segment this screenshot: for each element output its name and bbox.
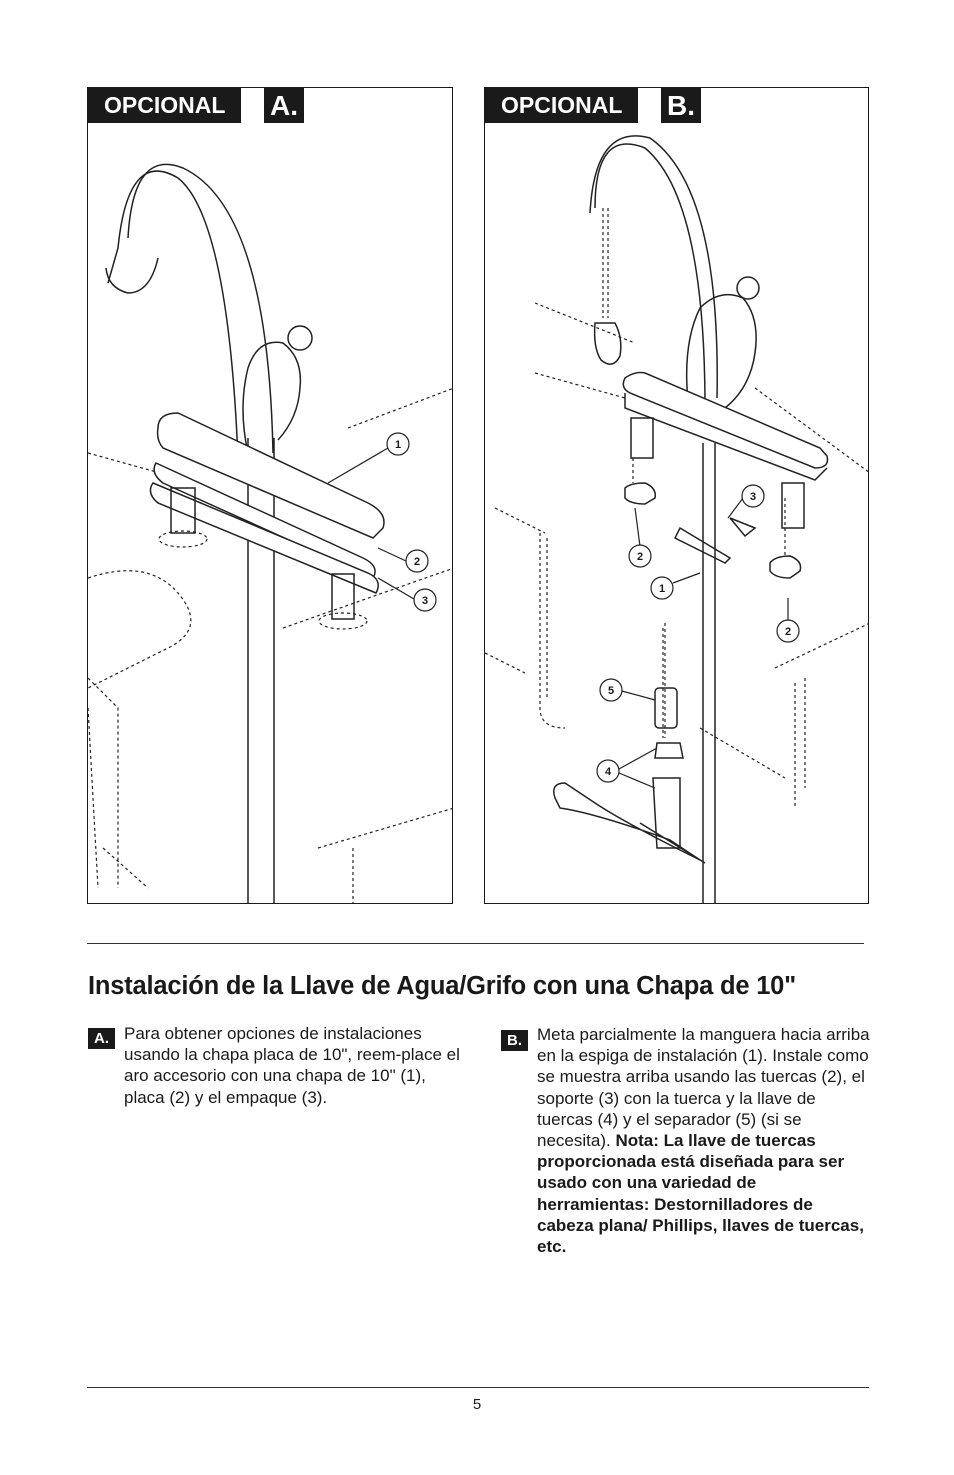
- step-b-note: Nota: La llave de tuercas proporcionada está diseñada para ser usado con una variedad de herramientas: Destornilladores de cabeza plana/ Phillips, llaves de tuercas, etc.: [537, 1131, 864, 1257]
- callout-3: 3: [421, 595, 429, 607]
- step-a-text: Para obtener opciones de instalaciones usando la chapa placa de 10", reem-place el aro accesorio con una chapa de 10" (1), placa (2) y el empaque (3).: [124, 1024, 460, 1107]
- step-b-body: Meta parcialmente la manguera hacia arriba en la espiga de instalación (1). Instale como se muestra arriba usando las tuercas (2), el soporte (3) con la tuerca y la llave de tuercas (4) y el separador (5) (si se necesita).: [537, 1025, 870, 1151]
- callout-1: 1: [394, 439, 402, 451]
- callout-1: 1: [658, 583, 666, 595]
- illustration-panel-b: [484, 87, 869, 904]
- optional-label: OPCIONAL: [88, 88, 241, 123]
- faucet-mounting-illustration: [485, 88, 869, 904]
- step-a-badge: A.: [88, 1028, 115, 1049]
- illustration-panel-a: [87, 87, 453, 904]
- callout-4: 4: [604, 766, 612, 778]
- panel-letter: A.: [264, 88, 304, 123]
- page-number: 5: [472, 1396, 482, 1413]
- callout-2-left: 2: [636, 551, 644, 563]
- callout-5: 5: [607, 685, 615, 697]
- divider-top: [87, 943, 864, 944]
- step-b-badge: B.: [501, 1030, 528, 1051]
- section-title: Instalación de la Llave de Agua/Grifo con una Chapa de 10": [88, 972, 797, 1000]
- panel-letter: B.: [661, 88, 701, 123]
- callout-2-right: 2: [784, 626, 792, 638]
- callout-3: 3: [749, 491, 757, 503]
- divider-bottom: [87, 1387, 869, 1388]
- optional-label: OPCIONAL: [485, 88, 638, 123]
- step-b-text: [537, 1024, 872, 1257]
- faucet-escutcheon-illustration: [88, 88, 453, 904]
- callout-2: 2: [413, 556, 421, 568]
